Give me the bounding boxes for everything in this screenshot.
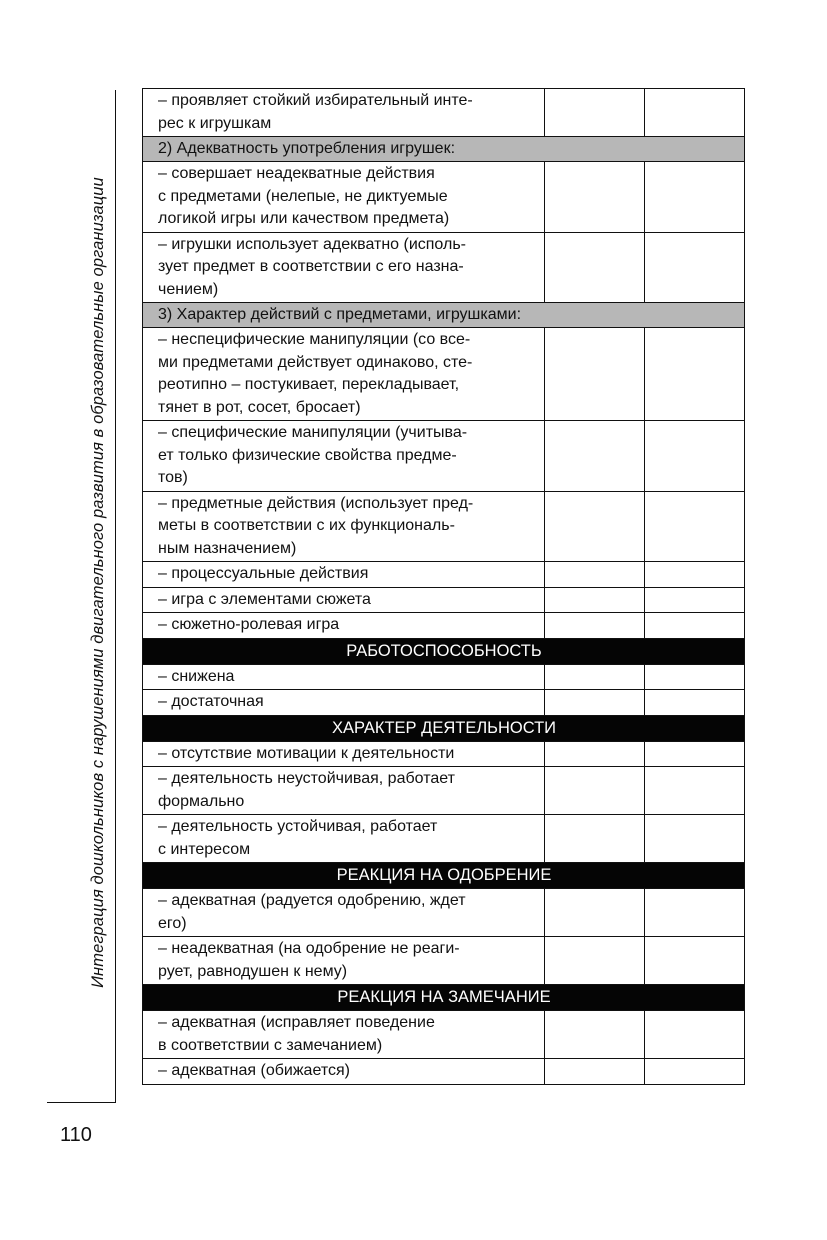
criterion-cell (143, 421, 545, 492)
mark-cell[interactable] (545, 491, 645, 562)
criterion-cell (143, 562, 545, 588)
mark-cell[interactable] (645, 690, 745, 716)
mark-cell[interactable] (545, 815, 645, 863)
mark-cell[interactable] (645, 815, 745, 863)
criterion-cell (143, 491, 545, 562)
criterion-line: чением) (158, 280, 219, 298)
criterion-line: зует предмет в соответствии с его назна- (158, 258, 464, 275)
mark-cell[interactable] (545, 937, 645, 985)
table-row (143, 613, 745, 639)
table-row (143, 421, 745, 492)
section-header: ХАРАКТЕР ДЕЯТЕЛЬНОСТИ (143, 715, 745, 741)
section-header-row (143, 715, 745, 741)
criterion-cell (143, 664, 545, 690)
criterion-line: – проявляет стойкий избирательный инте- (158, 92, 473, 109)
criterion-line: – отсутствие мотивации к деятельности (158, 744, 455, 762)
section-header-row (143, 863, 745, 889)
table-row (143, 815, 745, 863)
table-row (143, 741, 745, 767)
mark-cell[interactable] (545, 664, 645, 690)
mark-cell[interactable] (645, 587, 745, 613)
mark-cell[interactable] (545, 328, 645, 421)
criterion-line: – процессуальные действия (158, 565, 369, 582)
criterion-line: – снижена (158, 667, 235, 685)
table-row (143, 664, 745, 690)
mark-cell[interactable] (545, 1059, 645, 1085)
mark-cell[interactable] (545, 587, 645, 613)
mark-cell[interactable] (645, 328, 745, 421)
criterion-line: в соответствии с замечанием) (158, 1036, 383, 1054)
mark-cell[interactable] (645, 741, 745, 767)
section-header: РЕАКЦИЯ НА ЗАМЕЧАНИЕ (143, 985, 745, 1011)
subsection-row (143, 137, 745, 162)
table-row (143, 937, 745, 985)
criterion-line: рует, равнодушен к нему) (158, 962, 348, 980)
criterion-cell (143, 889, 545, 937)
criterion-cell (143, 1011, 545, 1059)
mark-cell[interactable] (645, 421, 745, 492)
table-row (143, 587, 745, 613)
criterion-line: тов) (158, 469, 188, 486)
mark-cell[interactable] (545, 232, 645, 303)
criterion-line: – адекватная (обижается) (158, 1062, 350, 1079)
criterion-cell (143, 587, 545, 613)
section-header: РАБОТОСПОСОБНОСТЬ (143, 638, 745, 664)
mark-cell[interactable] (545, 562, 645, 588)
criterion-line: с предметами (нелепые, не диктуемые (158, 187, 448, 205)
table-row (143, 232, 745, 303)
mark-cell[interactable] (545, 889, 645, 937)
subsection-row (143, 303, 745, 328)
criterion-line: – предметные действия (использует пред- (158, 494, 474, 512)
criterion-line: – сюжетно-ролевая игра (158, 616, 340, 633)
mark-cell[interactable] (645, 937, 745, 985)
mark-cell[interactable] (645, 767, 745, 815)
criterion-line: логикой игры или качеством предмета) (158, 210, 450, 227)
criterion-line: меты в соответствии с их функциональ- (158, 517, 455, 534)
criterion-line: с интересом (158, 840, 251, 858)
mark-cell[interactable] (645, 889, 745, 937)
assessment-table (142, 88, 745, 1085)
criterion-line: – адекватная (радуется одобрению, ждет (158, 892, 466, 909)
criterion-line: ми предметами действует одинаково, сте- (158, 353, 473, 371)
section-header: РЕАКЦИЯ НА ОДОБРЕНИЕ (143, 863, 745, 889)
criterion-line: его) (158, 914, 187, 932)
criterion-cell (143, 815, 545, 863)
table-row (143, 889, 745, 937)
mark-cell[interactable] (645, 1011, 745, 1059)
mark-cell[interactable] (645, 162, 745, 233)
running-title-text: Интеграция дошкольников с нарушениями двигательного развития в образовательные организации (88, 177, 107, 988)
vertical-rule (115, 90, 116, 1103)
table-row (143, 1011, 745, 1059)
mark-cell[interactable] (545, 613, 645, 639)
footer-rule (47, 1102, 116, 1103)
subsection-title: 3) Характер действий с предметами, игрушками: (143, 303, 745, 328)
assessment-table-body (143, 89, 745, 1085)
section-header-row (143, 985, 745, 1011)
criterion-line: – достаточная (158, 693, 264, 710)
mark-cell[interactable] (645, 562, 745, 588)
mark-cell[interactable] (545, 1011, 645, 1059)
table-row (143, 89, 745, 137)
criterion-line: – деятельность устойчивая, работает (158, 818, 438, 835)
criterion-line: – деятельность неустойчивая, работает (158, 770, 455, 787)
page-number: 110 (60, 1124, 92, 1146)
criterion-line: – неспецифические манипуляции (со все- (158, 331, 471, 348)
criterion-line: рес к игрушкам (158, 114, 272, 132)
criterion-cell (143, 89, 545, 137)
criterion-line: реотипно – постукивает, перекладывает, (158, 376, 460, 393)
criterion-line: – неадекватная (на одобрение не реаги- (158, 940, 460, 957)
mark-cell[interactable] (645, 664, 745, 690)
criterion-line: – совершает неадекватные действия (158, 165, 435, 182)
criterion-line: ным назначением) (158, 539, 297, 557)
criterion-line: тянет в рот, сосет, бросает) (158, 398, 361, 416)
mark-cell[interactable] (545, 421, 645, 492)
mark-cell[interactable] (545, 741, 645, 767)
criterion-line: формально (158, 792, 245, 810)
criterion-cell (143, 232, 545, 303)
criterion-line: ет только физические свойства предме- (158, 446, 457, 464)
mark-cell[interactable] (545, 89, 645, 137)
table-row (143, 767, 745, 815)
table-row (143, 162, 745, 233)
mark-cell[interactable] (545, 690, 645, 716)
running-title (83, 90, 113, 1075)
criterion-line: – игрушки использует адекватно (исполь- (158, 235, 466, 253)
mark-cell[interactable] (645, 613, 745, 639)
mark-cell[interactable] (545, 162, 645, 233)
criterion-line: – игра с элементами сюжета (158, 590, 371, 608)
criterion-line: – адекватная (исправляет поведение (158, 1014, 435, 1031)
criterion-cell (143, 741, 545, 767)
criterion-cell (143, 767, 545, 815)
mark-cell[interactable] (645, 491, 745, 562)
table-row (143, 328, 745, 421)
criterion-cell (143, 690, 545, 716)
criterion-cell (143, 613, 545, 639)
criterion-cell (143, 1059, 545, 1085)
table-row (143, 562, 745, 588)
criterion-cell (143, 162, 545, 233)
criterion-line: – специфические манипуляции (учитыва- (158, 424, 468, 441)
subsection-title: 2) Адекватность употребления игрушек: (143, 137, 745, 162)
mark-cell[interactable] (545, 767, 645, 815)
mark-cell[interactable] (645, 89, 745, 137)
criterion-cell (143, 937, 545, 985)
table-row (143, 1059, 745, 1085)
mark-cell[interactable] (645, 1059, 745, 1085)
table-row (143, 491, 745, 562)
table-row (143, 690, 745, 716)
criterion-cell (143, 328, 545, 421)
mark-cell[interactable] (645, 232, 745, 303)
section-header-row (143, 638, 745, 664)
